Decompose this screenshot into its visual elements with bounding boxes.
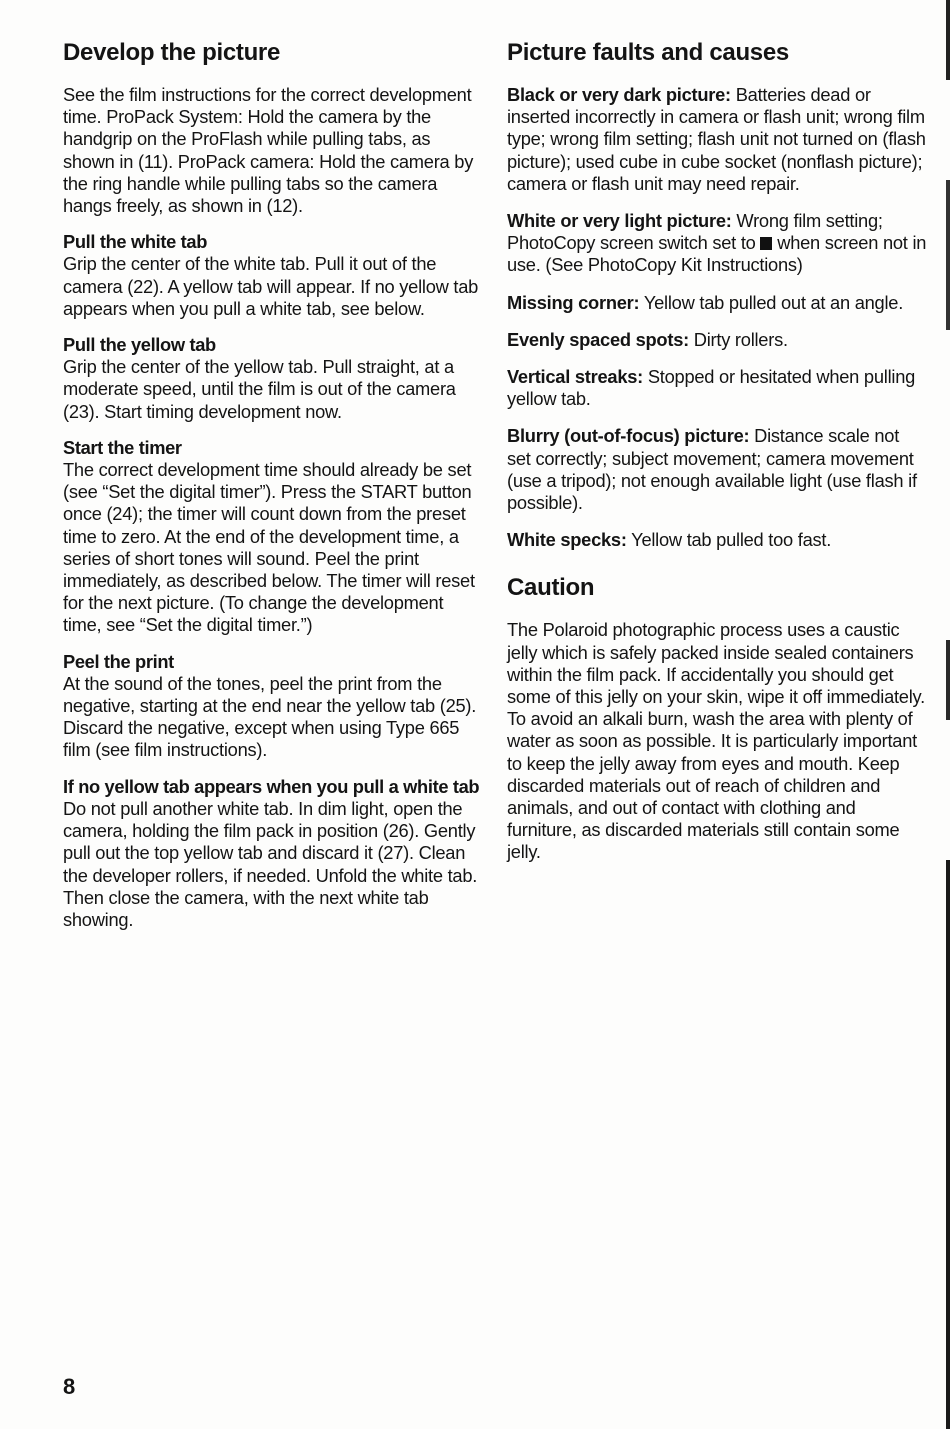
section-no-yellow-tab (63, 776, 481, 931)
section-heading: If no yellow tab appears when you pull a white tab (63, 775, 480, 797)
fault-term: Blurry (out-of-focus) picture: (507, 425, 750, 447)
section-heading: Peel the print (63, 650, 174, 672)
caution-title: Caution (507, 574, 595, 602)
fault-term: White specks: (507, 529, 627, 551)
section-body: The correct development time should already be set (see “Set the digital timer”). Press the START button once (24); the timer will count down from the preset time to zero. At the end of the development time, a series of short tones will sound. Peel the print immediately, as described below. The timer will reset for the next picture. (To change the development time, see “Set the digital timer.”) (63, 459, 475, 636)
fault-text: Yellow tab pulled too fast. (626, 529, 832, 551)
fault-term: White or very light picture: (507, 210, 732, 232)
section-body: Grip the center of the yellow tab. Pull straight, at a moderate speed, until the film is out of the camera (23). Start timing development now. (63, 356, 456, 422)
fault-black-picture (507, 84, 927, 195)
fault-white-picture (507, 210, 927, 277)
fault-evenly-spaced-spots (507, 329, 927, 351)
fault-blurry-picture (507, 425, 927, 514)
section-heading: Pull the yellow tab (63, 334, 216, 356)
page-number: 8 (63, 1374, 76, 1399)
caution-body: The Polaroid photographic process uses a caustic jelly which is safely packed inside sealed containers within the film pack. If accidentally you should get some of this jelly on your skin, wipe it off immediately. To avoid an alkali burn, wash the area with plenty of water as soon as possible. It is particularly important to keep the jelly away from eyes and mouth. Keep discarded materials out of reach of children and animals, and out of contact with clothing and furniture, as discarded materials still contain some jelly. (507, 619, 925, 863)
fault-text: when screen not in use. (See PhotoCopy Kit Instructions) (507, 232, 927, 276)
fault-term: Vertical streaks: (507, 366, 644, 388)
left-column (63, 38, 481, 945)
scan-edge-shadow (946, 0, 950, 1429)
develop-picture-title: Develop the picture (63, 39, 281, 66)
section-start-timer (63, 437, 481, 637)
fault-term: Evenly spaced spots: (507, 328, 689, 350)
fault-missing-corner (507, 292, 927, 314)
fault-text: Distance scale not set correctly; subject movement; camera movement (use a tripod); not enough available light (use flash if possible). (507, 425, 917, 514)
section-body: Do not pull another white tab. In dim light, open the camera, holding the film pack in position (26). Gently pull out the top yellow tab and discard it (27). Clean the developer rollers, if needed. Unfold the white tab. Then close the camera, with the next white tab showing. (63, 797, 478, 930)
right-column (507, 38, 927, 864)
section-pull-yellow-tab (63, 334, 481, 423)
picture-faults-title: Picture faults and causes (507, 39, 789, 66)
fault-vertical-streaks (507, 366, 927, 410)
fault-text: Dirty rollers. (688, 328, 788, 350)
section-body: At the sound of the tones, peel the print from the negative, starting at the end near the yellow tab (25). Discard the negative, except when using Type 665 film (see film instructions). (63, 672, 477, 761)
fault-text: Wrong film setting; PhotoCopy screen switch set to (507, 210, 883, 254)
fault-text: Yellow tab pulled out at an angle. (639, 291, 904, 313)
section-heading: Start the timer (63, 436, 182, 458)
fault-term: Black or very dark picture: (507, 84, 731, 105)
develop-intro: See the film instructions for the correct development time. ProPack System: Hold the camera by the handgrip on the ProFlash while pulling tabs, as shown in (11). ProPack camera: Hold the camera by the ring handle while pulling tabs so the camera hangs freely, as shown in (12). (63, 84, 474, 217)
filled-square-icon (760, 237, 772, 250)
section-pull-white-tab (63, 231, 481, 320)
fault-text: Batteries dead or inserted incorrectly in camera or flash unit; wrong film type; wrong film setting; flash unit not turned on (flash picture); used cube in cube socket (nonflash picture); camera or flash unit may need repair. (507, 84, 926, 194)
section-body: Grip the center of the white tab. Pull it out of the camera (22). A yellow tab will appear. If no yellow tab appears when you pull a white tab, see below. (63, 253, 479, 319)
fault-term: Missing corner: (507, 291, 640, 313)
section-peel-print (63, 651, 481, 762)
fault-white-specks (507, 529, 927, 551)
section-heading: Pull the white tab (63, 231, 208, 253)
fault-text: Stopped or hesitated when pulling yellow tab. (507, 366, 916, 410)
